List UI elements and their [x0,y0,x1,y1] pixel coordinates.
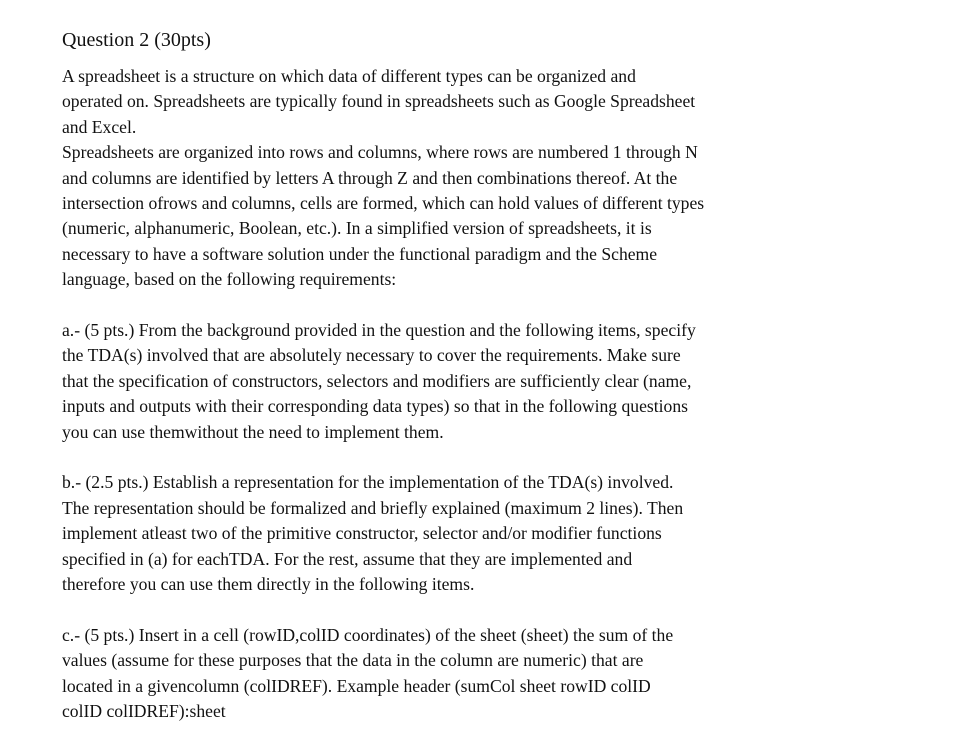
paragraph-spacer [62,293,942,318]
paragraph-spacer [62,445,942,470]
part-b-line: implement atleast two of the primitive constructor, selector and/or modifier functions [62,523,662,544]
part-c-line: values (assume for these purposes that the data in the column are numeric) that are [62,650,644,671]
intro-line: operated on. Spreadsheets are typically found in spreadsheets such as Google Spreadsheet [62,91,696,112]
part-a-paragraph [62,318,942,445]
part-c-line: c.- (5 pts.) Insert in a cell (rowID,colID coordinates) of the sheet (sheet) the sum of the [62,624,674,645]
part-b-line: b.- (2.5 pts.) Establish a representation for the implementation of the TDA(s) involved. [62,472,674,493]
intro-paragraph [62,64,942,293]
part-b-paragraph [62,470,942,597]
intro-line: language, based on the following requirements: [62,269,397,290]
intro-line: intersection ofrows and columns, cells are formed, which can hold values of different types [62,193,705,214]
part-a-line: you can use themwithout the need to implement them. [62,421,444,442]
part-a-line: inputs and outputs with their corresponding data types) so that in the following questions [62,396,688,417]
paragraph-spacer [62,598,942,623]
intro-line: A spreadsheet is a structure on which data of different types can be organized and [62,66,636,86]
part-c-line: colID colIDREF):sheet [62,701,226,722]
part-b-line: therefore you can use them directly in the following items. [62,574,475,595]
part-a-line: a.- (5 pts.) From the background provided in the question and the following items, specify [62,320,696,341]
part-a-line: the TDA(s) involved that are absolutely necessary to cover the requirements. Make sure [62,345,681,366]
intro-line: and Excel. [62,116,137,137]
intro-line: Spreadsheets are organized into rows and columns, where rows are numbered 1 through N [62,142,698,163]
part-b-line: The representation should be formalized and briefly explained (maximum 2 lines). Then [62,497,684,518]
intro-line: (numeric, alphanumeric, Boolean, etc.). In a simplified version of spreadsheets, it is [62,218,652,239]
question-document [62,28,942,725]
intro-line: and columns are identified by letters A through Z and then combinations thereof. At the [62,167,678,188]
part-b-line: specified in (a) for eachTDA. For the rest, assume that they are implemented and [62,548,633,569]
part-a-line: that the specification of constructors, selectors and modifiers are sufficiently clear (name, [62,370,692,391]
part-c-paragraph [62,623,942,725]
question-title: Question 2 (30pts) [62,29,211,51]
part-c-line: located in a givencolumn (colIDREF). Example header (sumCol sheet rowID colID [62,675,651,696]
intro-line: necessary to have a software solution under the functional paradigm and the Scheme [62,243,658,264]
